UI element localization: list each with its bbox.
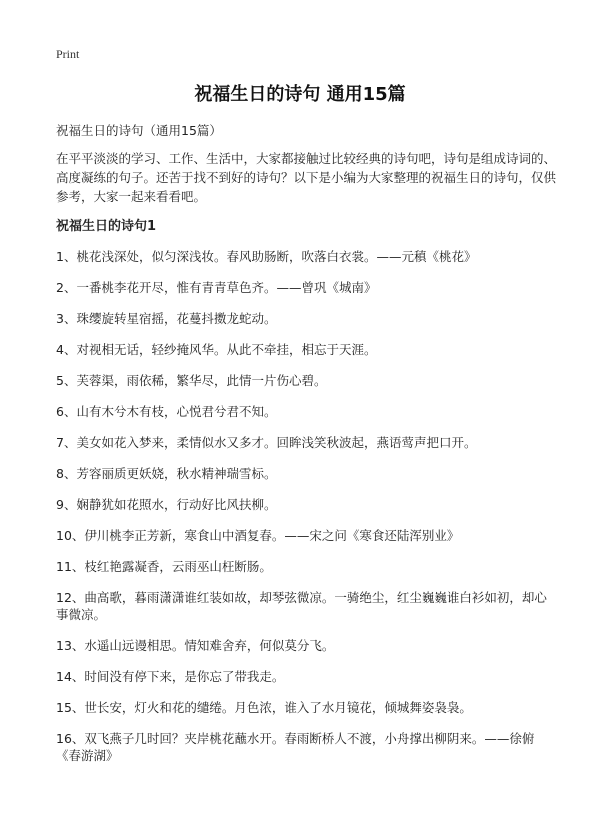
- poem-line: 5、芙蓉渠，雨依稀，繁华尽，此情一片伤心碧。: [56, 373, 327, 388]
- section-heading: 祝福生日的诗句1: [56, 219, 157, 234]
- poem-line: 15、世长安，灯火和花的缱绻。月色浓，谁入了水月镜花，倾城舞姿袅袅。: [56, 700, 472, 715]
- document-subtitle: 祝福生日的诗句（通用15篇）: [56, 123, 222, 138]
- poem-line: 7、美女如花入梦来，柔情似水又多才。回眸浅笑秋波起，燕语莺声把口开。: [56, 435, 477, 450]
- poem-line: 8、芳容丽质更妖娆，秋水精神瑞雪标。: [56, 466, 277, 481]
- poem-line: 14、时间没有停下来，是你忘了带我走。: [56, 669, 285, 684]
- poem-line: 10、伊川桃李正芳新，寒食山中酒复春。——宋之问《寒食还陆浑别业》: [56, 528, 460, 543]
- poem-line: 2、一番桃李花开尽，惟有青青草色齐。——曾巩《城南》: [56, 280, 377, 295]
- poem-list: [56, 248, 556, 778]
- page-title: 祝福生日的诗句 通用15篇: [194, 84, 406, 105]
- poem-line: 6、山有木兮木有枝，心悦君兮君不知。: [56, 404, 277, 419]
- poem-line: 12、曲高歌，暮雨潇潇谁红装如故，却琴弦微凉。一骑绝尘，红尘巍巍谁白衫如初，却心事微凉。: [56, 590, 547, 622]
- poem-line: 3、珠缨旋转星宿摇，花蔓抖擞龙蛇动。: [56, 311, 277, 326]
- poem-line: 9、娴静犹如花照水，行动好比风扶柳。: [56, 497, 277, 512]
- poem-line: 13、水遥山远谩相思。情知难舍弃，何似莫分飞。: [56, 638, 335, 653]
- poem-line: 4、对视相无话，轻纱掩风华。从此不牵挂，相忘于天涯。: [56, 342, 377, 357]
- poem-line: 16、双飞燕子几时回？夹岸桃花蘸水开。春雨断桥人不渡，小舟撑出柳阴来。——徐俯《春游湖》: [56, 731, 535, 763]
- poem-line: 1、桃花浅深处，似匀深浅妆。春风助肠断，吹落白衣裳。——元稹《桃花》: [56, 249, 477, 264]
- print-link[interactable]: Print: [56, 47, 80, 61]
- poem-line: 11、枝红艳露凝香，云雨巫山枉断肠。: [56, 559, 272, 574]
- intro-paragraph: 在平平淡淡的学习、工作、生活中，大家都接触过比较经典的诗句吧，诗句是组成诗词的、高度凝练的句子。还苦于找不到好的诗句？以下是小编为大家整理的祝福生日的诗句，仅供参考，大家一起来看看吧。: [56, 151, 557, 204]
